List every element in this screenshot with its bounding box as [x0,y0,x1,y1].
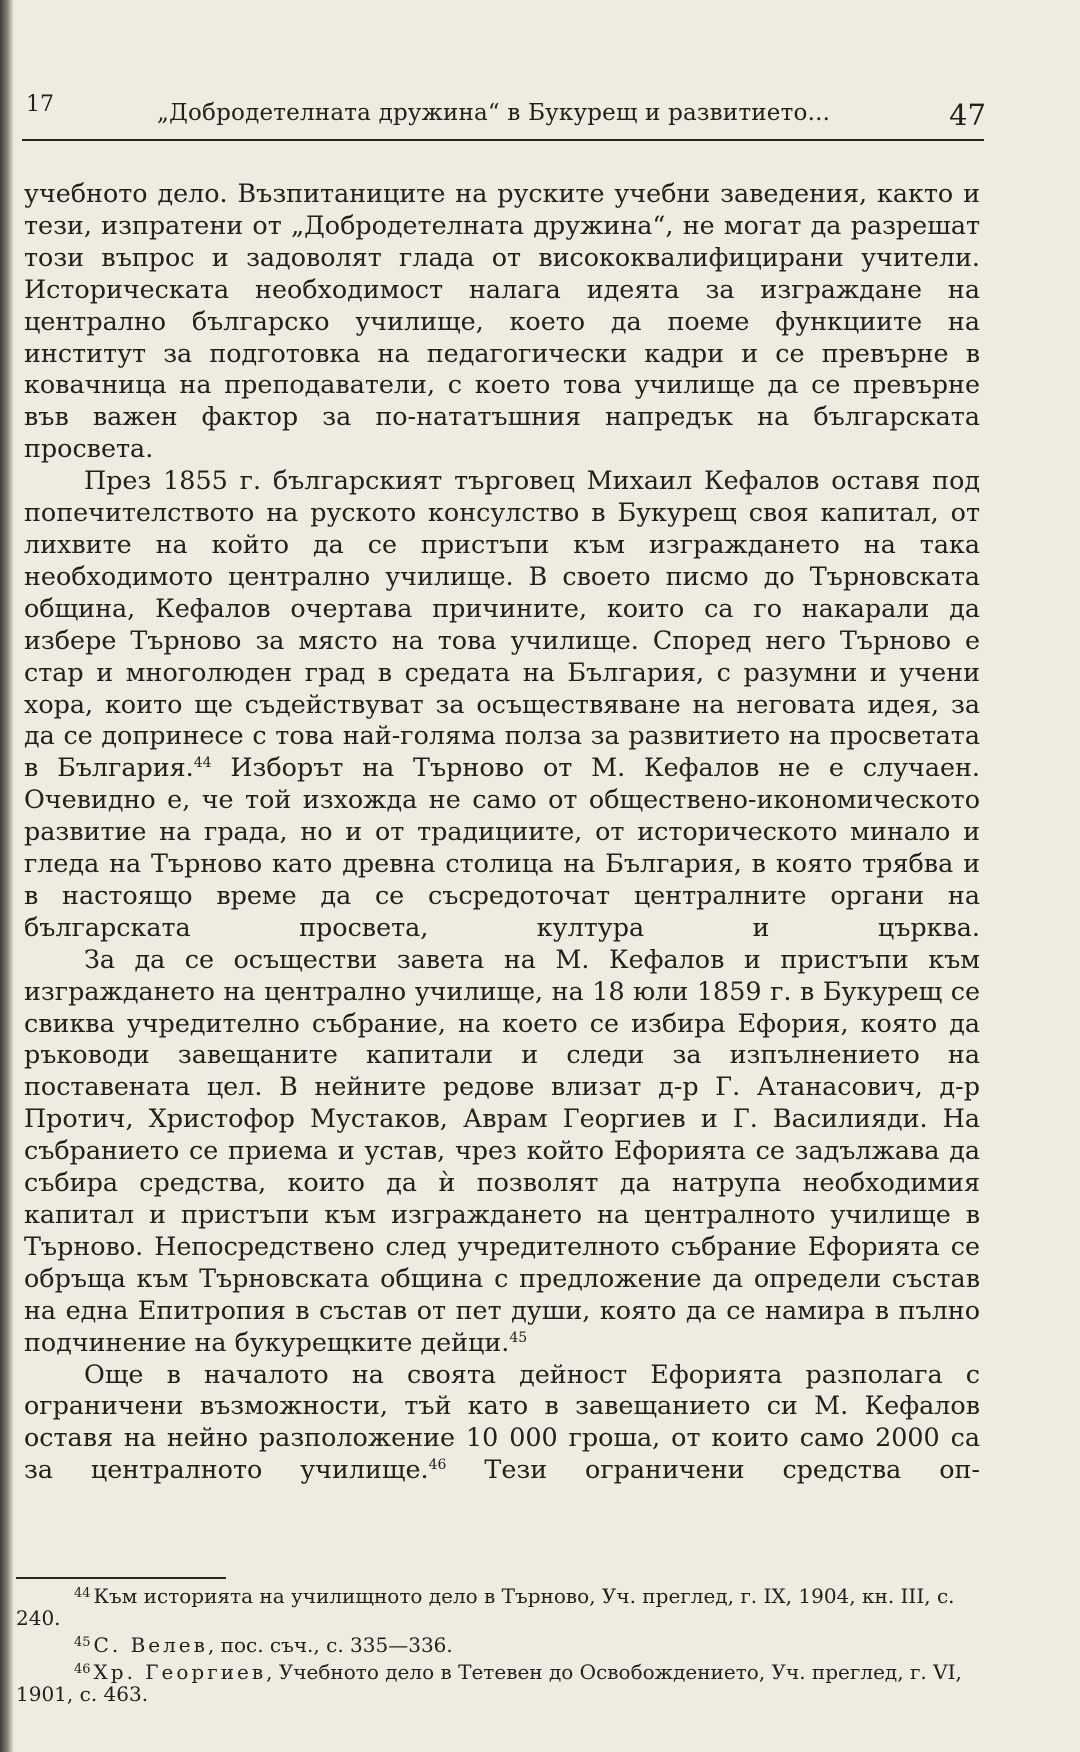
footnote-author: С. Велев [93,1633,208,1657]
page-number: 47 [949,98,986,132]
paragraph-4 [24,1359,980,1487]
footnote-text: , пос. съч., с. 335—336. [207,1633,453,1657]
running-title: „Добродетелната дружина“ в Букурещ и развитието... [157,100,831,126]
footnote-ref-46[interactable]: 46 [428,1457,447,1474]
footnote-mark: 46 [74,1662,91,1677]
footnote-44 [16,1583,978,1629]
signature-mark: 17 [26,92,54,117]
footnote-mark: 45 [74,1635,91,1650]
footnote-rule [16,1577,226,1579]
footnote-ref-45[interactable]: 45 [509,1329,528,1346]
paragraph-1 [24,178,980,465]
paragraph-3 [24,944,980,1359]
paragraph-2 [24,465,980,944]
footnote-46 [16,1659,978,1705]
header-rule [22,139,984,141]
paragraph-text: За да се осъществи завета на М. Кефалов и пристъпи към изграждането на централно училище, на 18 юли 1859 г. в Букурещ се свиква учредително събрание, на което се избира Ефория, която да ръководи завещаните капитали и следи за изпълнението на поставената цел. В нейните редове влизат д-р Г. Атанасович, д-р Протич, Христофор Мустаков, Аврам Георгиев и Г. Василияди. На събранието се приема и устав, чрез който Ефорията се задължава да събира средства, които да ѝ позволят да натрупа необходимия капитал и пристъпи към изграждането на централното училище в Търново. Непосредствено след учредителното събрание Ефорията се обръща към Търновската община с предложение да определи състав на една Епитропия в състав от пет души, която да се намира в пълно подчинение на букурещките дейци. [24,943,980,1357]
footnote-mark: 44 [74,1586,91,1601]
footnotes [16,1583,978,1708]
footnote-author: Хр. Георгиев [93,1660,267,1684]
paragraph-text: Тези ограничени средства оп- [446,1454,981,1485]
paragraph-text: учебното дело. Възпитаниците на руските учебни заведения, както и тези, изпратени от „Добродетелната дружина“, не могат да разрешат този въпрос и задоволят глада от висококвалифицирани учители. Историческата необходимост налага идеята за изграждане на централно българско училище, което да поеме функциите на институт за подготовка на педагогически кадри и се превърне в ковачница на преподаватели, с което това училище да се превърне във важен фактор за по-нататъшния напредък на българската просвета. [24,178,980,464]
paragraph-text: Още в началото на своята дейност Ефорията разполага с ограничени възможности, тъй като в завещанието си М. Кефалов оставя на нейно разположение 10 000 гроша, от които само 2000 са за централното училище. [24,1358,980,1485]
running-header [26,88,986,138]
body-text [24,178,980,1486]
paragraph-text: Изборът на Търново от М. Кефалов не е случаен. Очевидно е, че той изхожда не само от обществено-икономическото развитие на града, но и от традициите, от историческото минало и гледа на Търново като древна столица на България, в която трябва и в настоящо време да се съсредоточат централните органи на българската просвета, култура и църква. [24,752,980,942]
footnote-ref-44[interactable]: 44 [193,755,212,772]
page-binding-edge [0,0,14,1752]
footnote-text: Към историята на училищното дело в Търново, Уч. преглед, г. IX, 1904, кн. III, с. 240. [16,1584,955,1630]
paragraph-text: През 1855 г. българският търговец Михаил Кефалов оставя под попечителството на руското консулство в Букурещ своя капитал, от лихвите на който да се пристъпи към изграждането на така необходимото централно училище. В своето писмо до Търновската община, Кефалов очертава причините, които са го накарали да избере Търново за място на това училище. Според него Търново е стар и многолюден град в средата на България, с разумни и учени хора, които ще съдействуват за осъществяване на неговата идея, за да се допринесе с това най-голяма полза за развитието на просветата в България. [24,465,980,783]
footnote-text: , Учебното дело в Тетевен до Освобождението, Уч. преглед, г. VI, 1901, с. 463. [16,1660,962,1706]
footnote-45 [16,1632,978,1656]
